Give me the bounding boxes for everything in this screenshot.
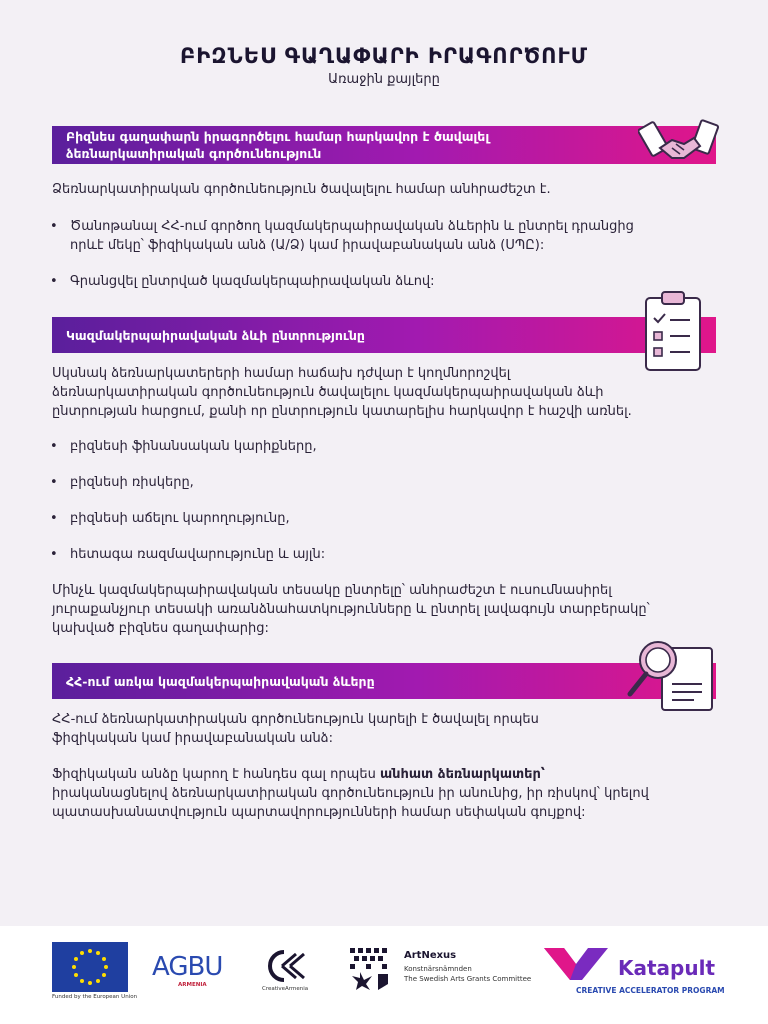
section2-outro: Մինչև կազմակերպաիրավական տեսակը ընտրելը՝ անհրաժեշտ է ուսումնասիրել յուրաքանչյուր տեսակի առանձնահատկությունները և ընտրել լավագույն տարբերակը՝ կախված բիզնես գաղափարից: bbox=[52, 583, 650, 636]
section-heading-legal-forms: ՀՀ-ում առկա կազմակերպաիրավական ձևերը bbox=[52, 663, 716, 699]
artnexus-line2: The Swedish Arts Grants Committee bbox=[404, 975, 532, 983]
section2-paragraph: Սկսնակ ձեռնարկատերերի համար հաճախ դժվար է կողմնորոշվել ձեռնարկատիրական գործունեություն ծավալելու կազմակերպաիրավական ձևի ընտրության հարցում, քանի որ ընտրություն կատարելիս հարկավոր է հաշվի առնել. bbox=[52, 366, 632, 419]
list-item: • հետագա ռազմավարությունը և այլն: bbox=[50, 547, 326, 562]
creative-armenia-logo-icon bbox=[262, 948, 310, 984]
section3-paragraph2: Ֆիզիկական անձը կարող է հանդես գալ որպես անհատ ձեռնարկատեր՝ իրականացնելով ձեռնարկատիրական գործունեություն իր անունից, իր ռիսկով՝ կրելով պատասխանատվություն պարտավորությունների համար սեփական գույքով: bbox=[52, 767, 649, 820]
creative-armenia-caption: CreativeArmenia bbox=[262, 986, 309, 992]
katapult-sub: CREATIVE ACCELERATOR PROGRAM bbox=[576, 986, 725, 995]
section-heading-entrepreneurship bbox=[52, 126, 716, 164]
section-heading-legal-form-choice: Կազմակերպաիրավական ձևի ընտրությունը bbox=[52, 317, 716, 353]
bullet-dot: • bbox=[50, 274, 58, 289]
artnexus-line1: Konstnärsnämnden bbox=[404, 965, 472, 973]
bullet-dot: • bbox=[50, 219, 58, 234]
footer-logos bbox=[0, 926, 768, 1024]
list-item: • բիզնեսի ռիսկերը, bbox=[50, 475, 194, 490]
heading-line: ձեռնարկատիրական գործունեություն bbox=[66, 146, 322, 161]
eu-flag-icon bbox=[52, 942, 128, 992]
eu-caption: Funded by the European Union bbox=[52, 994, 138, 1000]
list-item: • բիզնեսի ֆինանսական կարիքները, bbox=[50, 439, 317, 454]
handshake-icon bbox=[638, 114, 720, 170]
section3-paragraph1: ՀՀ-ում ձեռնարկատիրական գործունեություն կարելի է ծավալել որպես ֆիզիկական կամ իրավաբանական անձ: bbox=[52, 712, 539, 746]
list-item: • Գրանցվել ընտրված կազմակերպաիրավական ձևով: bbox=[50, 274, 435, 289]
page-subtitle: Առաջին քայլերը bbox=[328, 72, 440, 87]
section1-intro: Ձեռնարկատիրական գործունեություն ծավալելու համար անհրաժեշտ է. bbox=[52, 182, 551, 197]
list-item: • բիզնեսի աճելու կարողությունը, bbox=[50, 511, 290, 526]
list-item: • Ծանոթանալ ՀՀ-ում գործող կազմակերպաիրավական ձևերին և ընտրել դրանցից որևէ մեկը՝ ֆիզիկական անձ (Ա/Ձ) կամ իրավաբանական անձ (ՍՊԸ): bbox=[50, 219, 634, 253]
agbu-logo: AGBU bbox=[152, 952, 223, 982]
katapult-wordmark: Katapult bbox=[618, 956, 716, 980]
magnifier-document-icon bbox=[622, 634, 718, 714]
heading-line: Բիզնես գաղափարն իրագործելու համար հարկավոր է ծավալել bbox=[66, 129, 490, 144]
artnexus-title: ArtNexus bbox=[404, 950, 457, 961]
bold-term: անհատ ձեռնարկատեր՝ bbox=[379, 767, 545, 782]
page-title: ԲԻԶՆԵՍ ԳԱՂԱՓԱՐԻ ԻՐԱԳՈՐԾՈՒՄ bbox=[180, 44, 588, 68]
artnexus-logo-icon bbox=[348, 946, 396, 992]
katapult-logo-icon bbox=[542, 944, 612, 984]
clipboard-checklist-icon bbox=[640, 288, 710, 374]
agbu-sub: ARMENIA bbox=[178, 982, 207, 988]
